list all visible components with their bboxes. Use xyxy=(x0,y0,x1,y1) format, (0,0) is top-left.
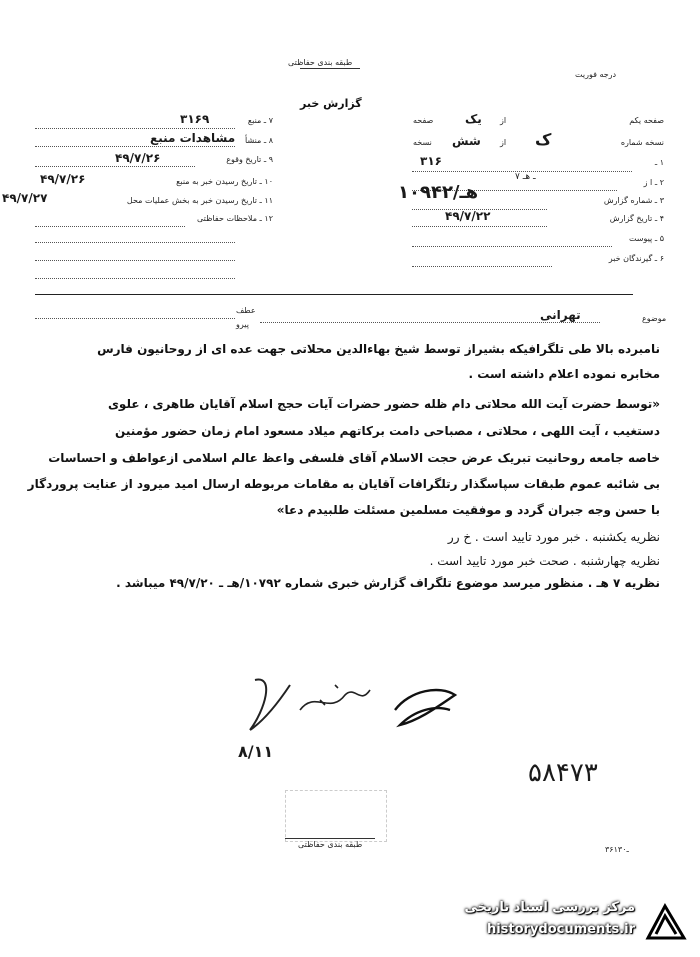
page-label: صفحه یکم xyxy=(629,116,664,125)
body-line-2: مخابره نموده اعلام داشته است . xyxy=(468,367,660,381)
source-receive-label: ۱۰ ـ تاریخ رسیدن خبر به منبع xyxy=(176,177,273,186)
recipients-line xyxy=(412,266,552,267)
watermark-name: مرکز بررسی اسناد تاریخی xyxy=(464,900,635,915)
handwritten-number: ۵۸۴۷۳ xyxy=(528,758,598,788)
security-notes-line xyxy=(35,226,185,227)
form-title: گزارش خبر xyxy=(300,97,362,110)
security-notes-label: ۱۲ ـ ملاحظات حفاظتی xyxy=(197,214,273,223)
field2-value: ۷ ـ هـ xyxy=(515,172,536,182)
signatures xyxy=(235,670,485,750)
watermark-logo-icon xyxy=(640,898,690,948)
source-value: ۳۱۶۹ xyxy=(180,112,210,126)
faint-stamp xyxy=(285,790,387,842)
subject-label: موضوع xyxy=(642,314,667,323)
signature-1 xyxy=(250,680,290,730)
source-label: ۷ ـ منبع xyxy=(247,116,273,125)
copy-label: نسخه شماره xyxy=(620,138,664,147)
copy-of: از xyxy=(500,138,507,147)
blank-line-2 xyxy=(35,260,235,261)
field4-line xyxy=(412,226,547,227)
ops-receive-label: ۱۱ ـ تاریخ رسیدن خبر به بخش عملیات محل xyxy=(126,196,273,205)
classification-top: طبقه بندی حفاظتی xyxy=(288,58,353,67)
source-receive-value: ۴۹/۷/۲۶ xyxy=(40,172,86,186)
body-line-1: نامبرده بالا طی تلگرافیکه بشیراز توسط شیخ بهاءالدین محلاتی جهت عده ای از روحانیون فارس xyxy=(97,342,660,356)
atf-line xyxy=(35,318,235,319)
signature-2 xyxy=(300,685,370,710)
copy-value: شش xyxy=(452,134,481,148)
subject-value: تهرانی xyxy=(540,308,581,322)
body-line-4: دستغیب ، آیت اللهی ، محلاتی ، مصباحی دامت برکاتهم میلاد مسعود امام زمان حضور مؤمنین xyxy=(115,424,660,438)
body-line-9: نظریه چهارشنبه . صحت خبر مورد تایید است . xyxy=(429,554,660,568)
section-divider xyxy=(35,294,633,295)
subject-line xyxy=(260,322,600,323)
blank-line-3 xyxy=(35,278,235,279)
handwritten-date: ۸/۱۱ xyxy=(238,742,274,761)
page-of: از xyxy=(500,116,507,125)
peyro-label: پیرو xyxy=(236,320,249,329)
body-line-3: «توسط حضرت آیت الله محلاتی دام ظله حضور حضرات آیات حجج اسلام آقایان طاهری ، علوی xyxy=(107,397,660,411)
body-line-5: خاصه جامعه روحانیت تبریک عرض حجت الاسلام آقای فلسفی واعظ عالم اسلامی ازعواطف و احساسات xyxy=(48,451,660,465)
field3-label: ۳ ـ شماره گزارش xyxy=(603,196,664,205)
origin-value: مشاهدات منبع xyxy=(150,131,236,145)
page-value: یک xyxy=(465,112,482,126)
source-line xyxy=(35,128,235,129)
origin-label: ۸ ـ منشأ xyxy=(245,136,273,145)
field2-label: ۲ ـ ا ز xyxy=(643,178,664,187)
handwritten-mark: ک xyxy=(535,130,552,149)
classification-bottom: طبقه بندی حفاظتی xyxy=(298,840,363,849)
field1-label: ۱ ـ xyxy=(654,158,664,167)
report-number: ۱۰۹۴۲/هـ xyxy=(398,182,479,203)
priority-label: درجه فوریت xyxy=(575,70,617,79)
occur-date-value: ۴۹/۷/۲۶ xyxy=(115,151,161,165)
body-line-6: بی شائبه عموم طبقات سپاسگذار رتلگرافات آقایان به مقامات مربوطه ارسال امید میرود از عنایت پروردگار xyxy=(27,477,660,491)
attachment-line xyxy=(412,246,612,247)
recipients-label: ۶ ـ گیرندگان خبر xyxy=(608,254,664,263)
atf-label: عطف xyxy=(236,306,256,315)
page-end: صفحه xyxy=(413,116,434,125)
ops-receive-value: ۴۹/۷/۲۷ xyxy=(2,191,48,205)
copy-end: نسخه xyxy=(413,138,432,147)
blank-line-1 xyxy=(35,242,235,243)
form-code: ۳۶ـ۱۳۰ xyxy=(605,845,629,854)
bottom-divider xyxy=(285,838,375,839)
body-line-10: نظریه ۷ هـ . منظور میرسد موضوع تلگراف گزارش خبری شماره ۱۰۷۹۲/هـ ـ ۴۹/۷/۲۰ میباشد . xyxy=(116,576,660,590)
occur-date-line xyxy=(35,166,195,167)
top-divider xyxy=(300,68,360,69)
body-line-8: نظریه یکشنبه . خبر مورد تایید است . خ‌ رر xyxy=(447,530,660,544)
field1-value: ۳۱۶ xyxy=(420,154,442,168)
attachment-label: ۵ ـ پیوست xyxy=(628,234,664,243)
signature-3 xyxy=(395,690,455,725)
body-line-7: با حسن وجه جبران گردد و موفقیت مسلمین مسئلت طلبیدم دعا» xyxy=(276,503,660,517)
watermark-url: historydocuments.ir xyxy=(486,922,635,937)
occur-date-label: ۹ ـ تاریخ وقوع xyxy=(226,155,273,164)
field4-label: ۴ ـ تاریخ گزارش xyxy=(609,214,664,223)
origin-line xyxy=(35,146,235,147)
report-date: ۴۹/۷/۲۲ xyxy=(445,209,491,223)
